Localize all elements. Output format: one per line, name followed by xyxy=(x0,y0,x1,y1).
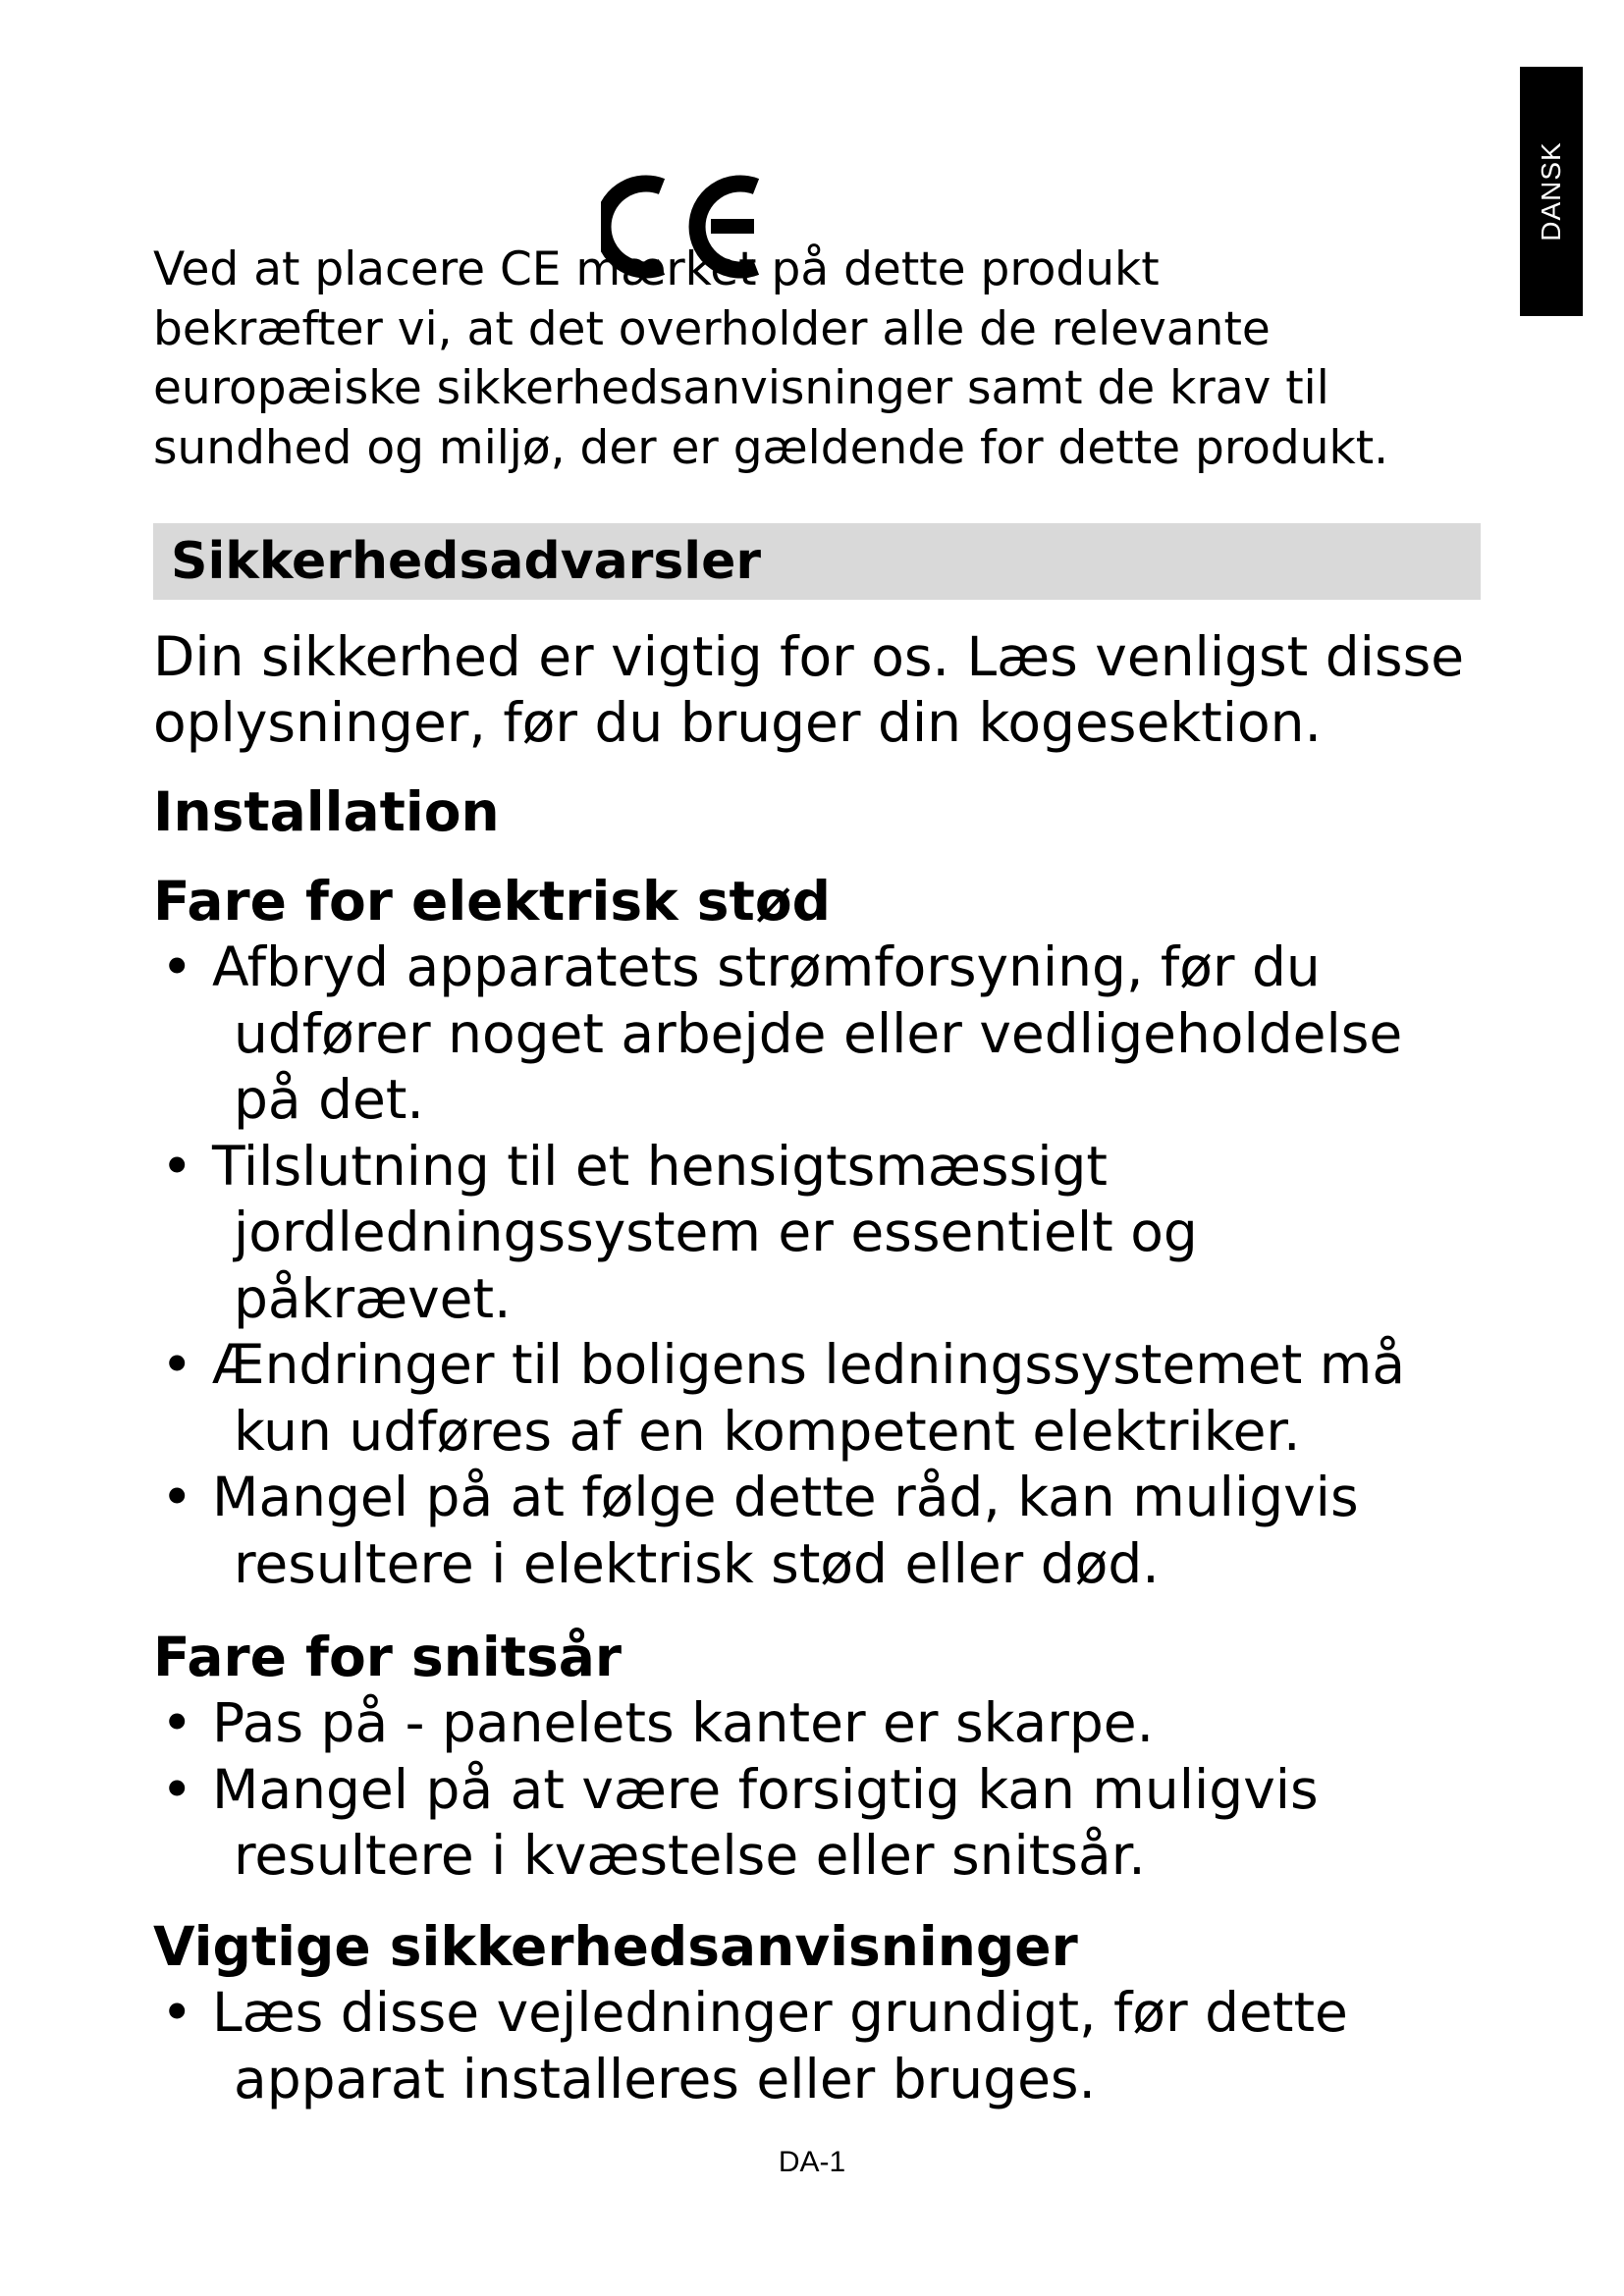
electric-shock-heading: Fare for elektrisk stød xyxy=(153,870,831,933)
list-item-line: resultere i kvæstelse eller snitsår. xyxy=(234,1824,1146,1887)
list-item xyxy=(153,934,1528,1134)
bullet-icon: • xyxy=(161,1333,193,1396)
list-item-line: kun udføres af en kompetent elektriker. xyxy=(234,1399,1301,1463)
intro-line: Ved at placere CE mærket på dette produkt xyxy=(153,242,1160,296)
list-item-line: på det. xyxy=(234,1068,424,1131)
list-item-line: Mangel på at være forsigtig kan muligvis xyxy=(212,1757,1319,1821)
list-item-line: jordledningssystem er essentielt og xyxy=(234,1201,1198,1263)
bullet-icon: • xyxy=(161,1466,193,1528)
page-number: DA-1 xyxy=(778,2146,846,2178)
intro-line: bekræfter vi, at det overholder alle de relevante xyxy=(153,301,1271,356)
list-item xyxy=(153,1134,1528,1333)
list-item-line: Tilslutning til et hensigtsmæssigt xyxy=(212,1134,1108,1198)
list-item-line: Afbryd apparatets strømforsyning, før du xyxy=(212,935,1321,998)
bullet-icon: • xyxy=(161,1134,193,1198)
installation-heading: Installation xyxy=(153,780,500,843)
language-tab-label: DANSK xyxy=(1536,141,1566,241)
bullet-icon: • xyxy=(161,1691,193,1754)
cuts-heading: Fare for snitsår xyxy=(153,1626,623,1688)
electric-shock-list xyxy=(153,934,1528,1597)
list-item xyxy=(153,1980,1528,2112)
list-item-line: Pas på - panelets kanter er skarpe. xyxy=(212,1691,1155,1754)
lead-line: oplysninger, før du bruger din kogesektion. xyxy=(153,691,1322,754)
lead-line: Din sikkerhed er vigtig for os. Læs venligst disse xyxy=(153,625,1465,688)
bullet-icon: • xyxy=(161,935,193,998)
important-heading: Vigtige sikkerhedsanvisninger xyxy=(153,1915,1078,1978)
list-item-line: Ændringer til boligens ledningssystemet må xyxy=(212,1333,1406,1396)
list-item xyxy=(153,1690,1528,1757)
intro-line: sundhed og miljø, der er gældende for dette produkt. xyxy=(153,420,1389,475)
list-item-line: apparat installeres eller bruges. xyxy=(234,2047,1097,2110)
intro-line: europæiske sikkerhedsanvisninger samt de krav til xyxy=(153,361,1329,415)
section-header-bar xyxy=(153,523,1481,600)
lead-paragraph xyxy=(153,624,1547,756)
list-item-line: resultere i elektrisk stød eller død. xyxy=(234,1531,1160,1595)
list-item xyxy=(153,1465,1528,1597)
ce-intro-paragraph xyxy=(153,240,1528,478)
bullet-icon: • xyxy=(161,1757,193,1821)
list-item-line: udfører noget arbejde eller vedligeholdelse xyxy=(234,1001,1403,1065)
language-tab xyxy=(1520,67,1583,316)
list-item-line: påkrævet. xyxy=(234,1266,512,1330)
important-list xyxy=(153,1980,1528,2112)
list-item xyxy=(153,1332,1528,1465)
section-title: Sikkerhedsadvarsler xyxy=(171,532,762,591)
list-item-line: Mangel på at følge dette råd, kan muligvis xyxy=(212,1466,1359,1528)
bullet-icon: • xyxy=(161,1981,193,2044)
list-item xyxy=(153,1757,1528,1890)
cuts-list xyxy=(153,1690,1528,1890)
list-item-line: Læs disse vejledninger grundigt, før dette xyxy=(212,1981,1348,2044)
